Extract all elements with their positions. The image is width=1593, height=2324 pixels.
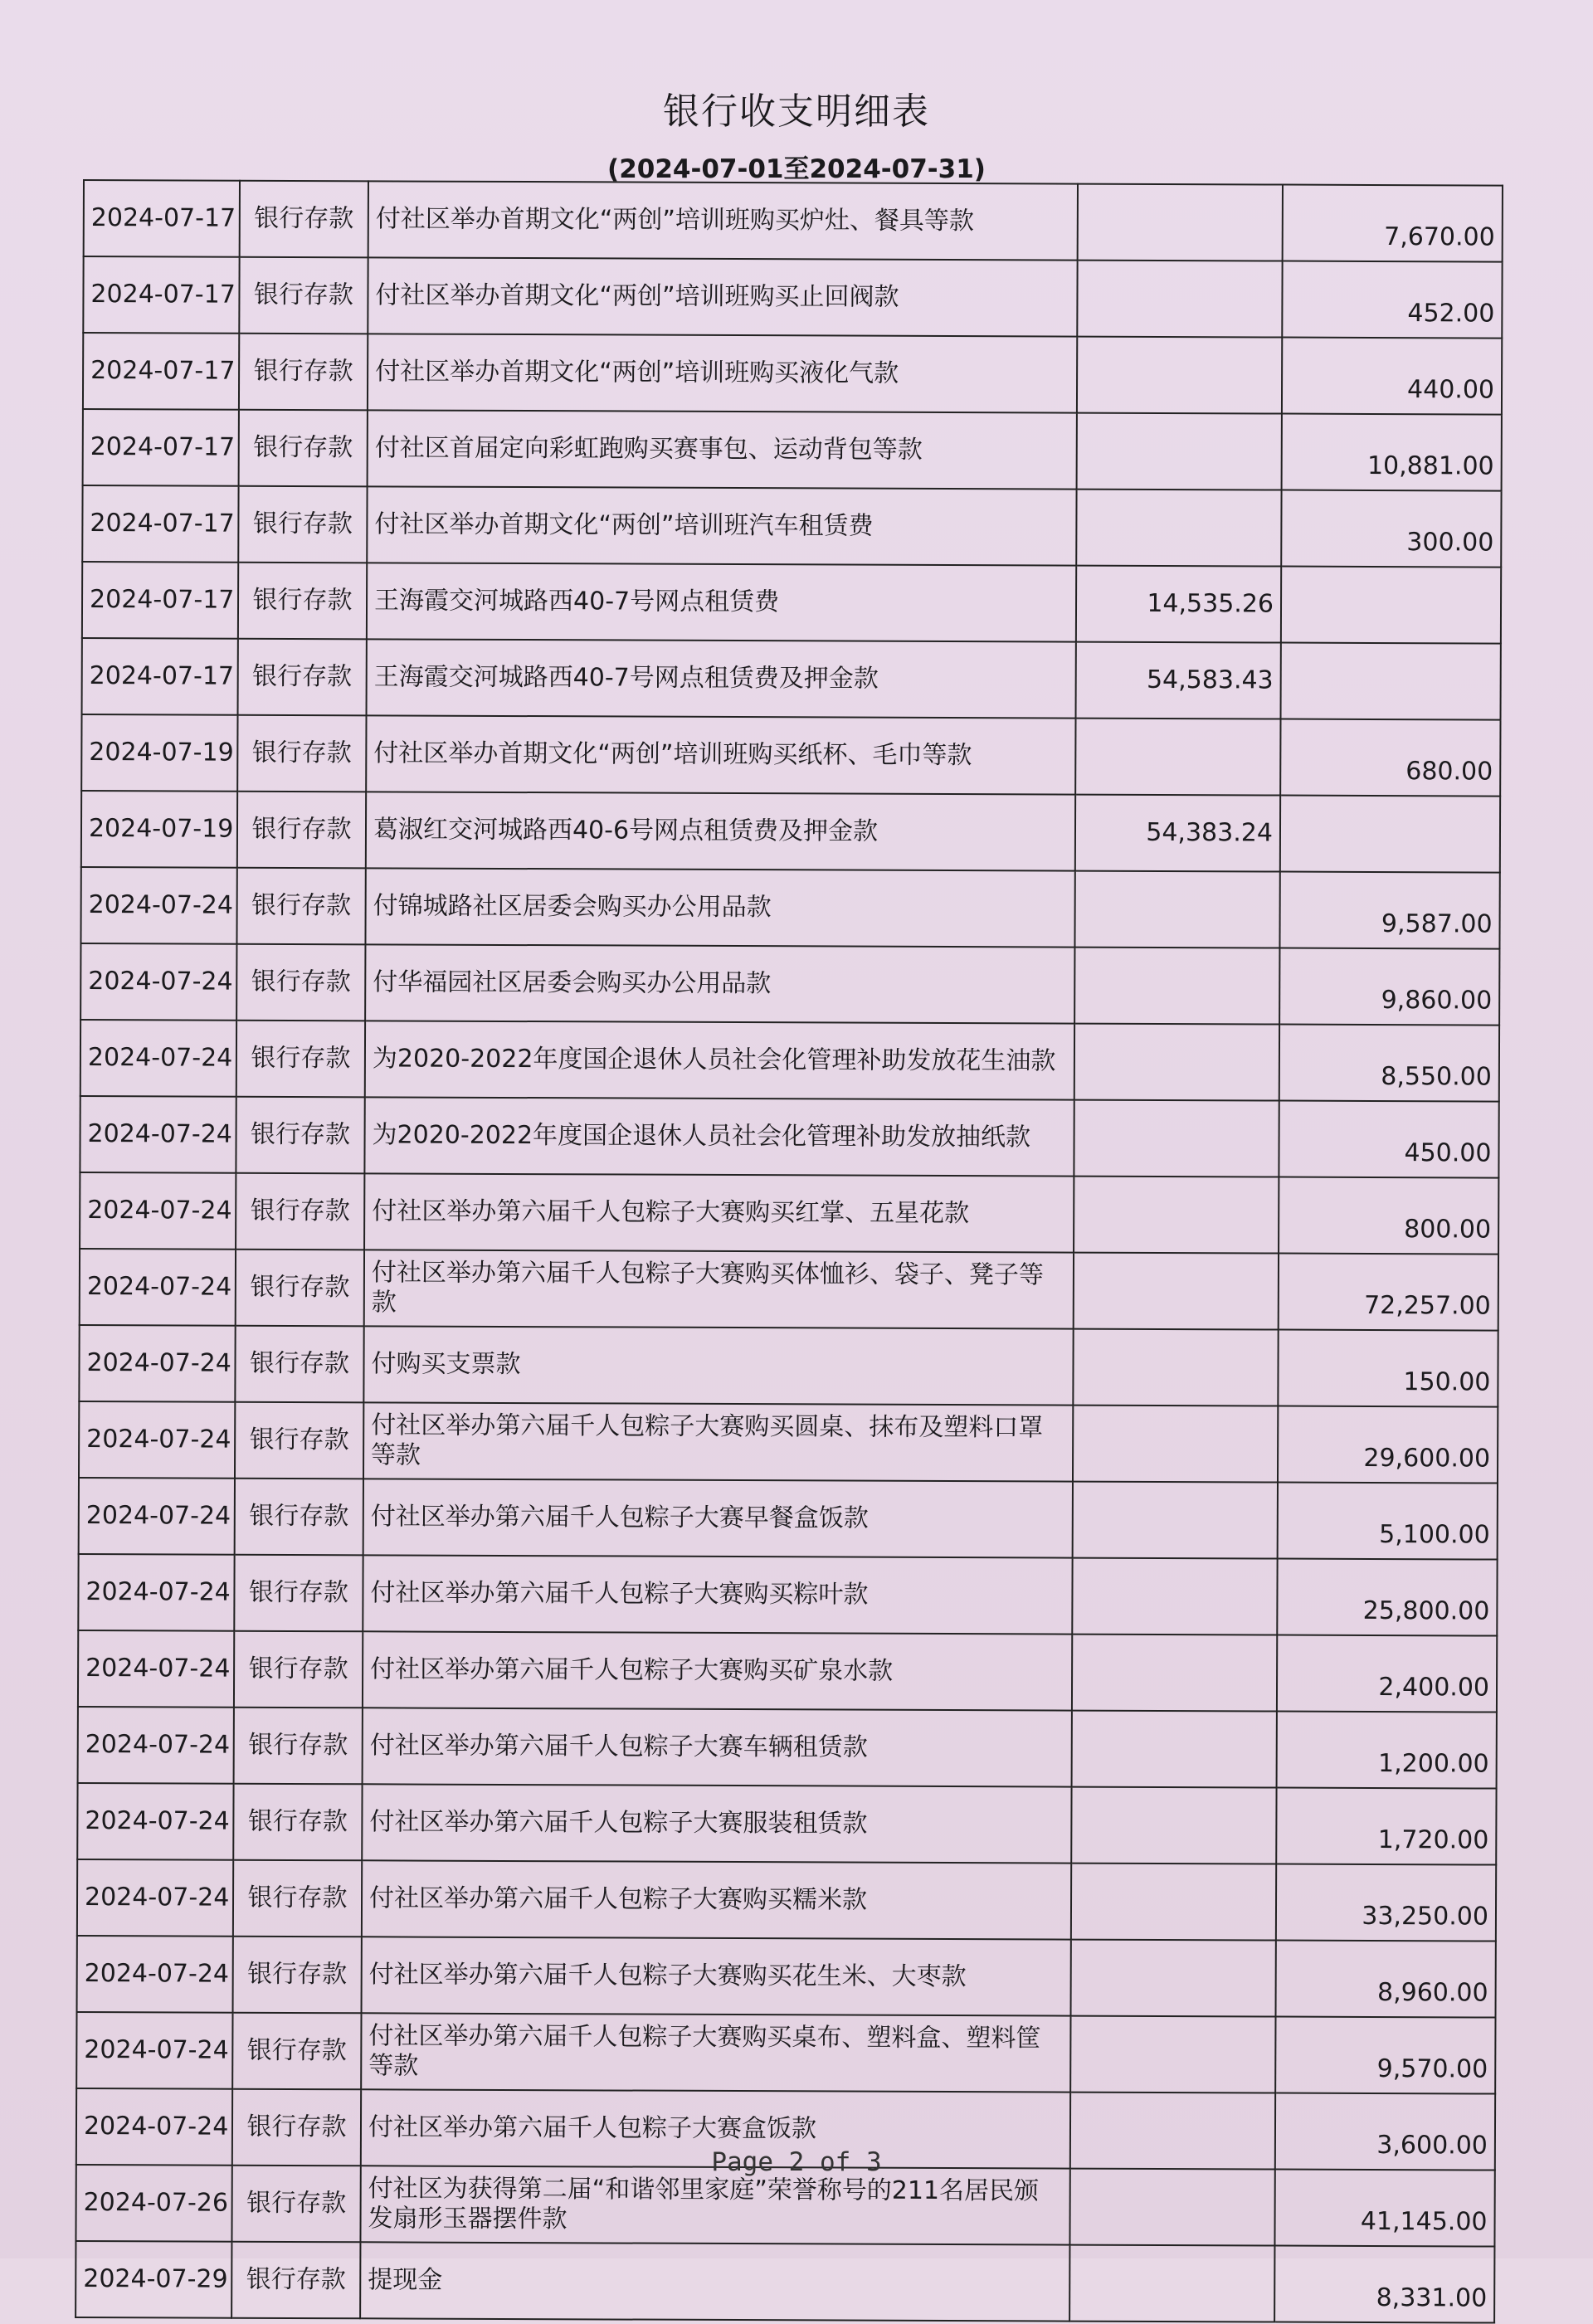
income-cell: [1073, 1482, 1278, 1559]
expense-cell: 150.00: [1278, 1330, 1498, 1407]
description-cell: 付社区举办第六届千人包粽子大赛购买体恤衫、袋子、凳子等款: [364, 1250, 1074, 1328]
income-cell: [1071, 1864, 1276, 1941]
description-cell: 葛淑红交河城路西40-6号网点租赁费及押金款: [366, 792, 1075, 870]
description-cell: 付社区举办首期文化“两创”培训班购买炉灶、餐具等款: [368, 181, 1078, 260]
table-row: [80, 1249, 1498, 1331]
description-cell: 付社区举办第六届千人包粽子大赛购买糯米款: [362, 1860, 1071, 1939]
description-cell: 付社区举办首期文化“两创”培训班汽车租赁费: [367, 486, 1076, 565]
expense-cell: 800.00: [1279, 1177, 1498, 1255]
date-cell: 2024-07-24: [78, 1554, 234, 1631]
table-row: [82, 485, 1501, 568]
description-cell: 付社区举办第六届千人包粽子大赛购买桌布、塑料盒、塑料筐等款: [361, 2013, 1070, 2092]
date-cell: 2024-07-24: [80, 943, 236, 1021]
description-cell: 付社区首届定向彩虹跑购买赛事包、运动背包等款: [368, 410, 1077, 489]
income-cell: [1074, 1100, 1279, 1177]
income-cell: [1074, 1024, 1279, 1101]
account-cell: 银行存款: [231, 2166, 360, 2243]
date-cell: 2024-07-24: [77, 1936, 233, 2013]
table-row: [78, 1554, 1497, 1636]
income-cell: [1077, 413, 1282, 490]
expense-cell: 1,200.00: [1277, 1712, 1497, 1789]
date-cell: 2024-07-17: [82, 638, 238, 715]
table-row: [81, 714, 1500, 797]
income-cell: [1074, 1253, 1279, 1330]
income-cell: [1072, 1635, 1277, 1712]
account-cell: 银行存款: [239, 410, 368, 487]
description-cell: 付社区举办首期文化“两创”培训班购买纸杯、毛巾等款: [366, 715, 1075, 794]
date-cell: 2024-07-17: [82, 562, 238, 639]
description-cell: 提现金: [360, 2242, 1069, 2321]
income-cell: [1071, 1787, 1276, 1864]
expense-cell: 300.00: [1281, 490, 1501, 568]
account-cell: 银行存款: [240, 181, 368, 258]
date-cell: 2024-07-24: [78, 1707, 234, 1784]
table-row: [80, 1020, 1499, 1102]
description-cell: 付社区举办第六届千人包粽子大赛购买红掌、五星花款: [364, 1173, 1074, 1252]
account-cell: 银行存款: [234, 1631, 363, 1708]
income-cell: [1072, 1711, 1277, 1788]
description-cell: 为2020-2022年度国企退休人员社会化管理补助发放抽纸款: [364, 1097, 1074, 1176]
table-row: [76, 2012, 1495, 2094]
table-row: [77, 1783, 1496, 1865]
income-cell: [1073, 1406, 1278, 1483]
table-row: [81, 791, 1500, 873]
description-cell: 付华福园社区居委会购买办公用品款: [365, 944, 1074, 1023]
income-cell: 54,583.43: [1076, 642, 1281, 719]
document-title: 银行收支明细表: [663, 90, 930, 133]
table-row: [80, 1096, 1498, 1178]
account-cell: 银行存款: [235, 1479, 363, 1556]
table-row: [79, 1325, 1498, 1407]
expense-cell: 452.00: [1282, 261, 1502, 339]
description-cell: 付社区举办第六届千人包粽子大赛购买圆桌、抹布及塑料口罩等款: [363, 1402, 1073, 1481]
income-cell: 54,383.24: [1075, 795, 1280, 872]
income-cell: [1077, 261, 1282, 338]
description-cell: 付社区举办第六届千人包粽子大赛购买粽叶款: [363, 1555, 1072, 1634]
expense-cell: 33,250.00: [1276, 1864, 1496, 1942]
date-cell: 2024-07-24: [80, 867, 236, 944]
account-cell: 银行存款: [236, 944, 365, 1021]
date-cell: 2024-07-24: [80, 1096, 236, 1173]
page-number: Page 2 of 3: [711, 2147, 882, 2177]
expense-cell: [1281, 567, 1501, 644]
account-cell: 银行存款: [236, 1021, 365, 1098]
expense-cell: 2,400.00: [1277, 1635, 1497, 1713]
date-cell: 2024-07-24: [76, 2012, 232, 2089]
description-cell: 付社区举办首期文化“两创”培训班购买液化气款: [368, 334, 1077, 412]
description-cell: 付购买支票款: [363, 1326, 1073, 1405]
date-cell: 2024-07-24: [80, 1020, 236, 1097]
table-row: [78, 1630, 1497, 1713]
table-row: [78, 1707, 1497, 1789]
expense-cell: 9,570.00: [1275, 2017, 1495, 2094]
table-row: [80, 867, 1499, 949]
account-cell: 银行存款: [233, 1784, 362, 1861]
income-cell: [1075, 719, 1280, 796]
description-cell: 付社区举办第六届千人包粽子大赛服装租赁款: [362, 1784, 1071, 1863]
description-cell: 付锦城路社区居委会购买办公用品款: [365, 868, 1074, 947]
date-cell: 2024-07-24: [80, 1249, 236, 1326]
description-cell: 付社区举办第六届千人包粽子大赛早餐盒饭款: [363, 1479, 1073, 1557]
expense-cell: 440.00: [1282, 338, 1502, 415]
description-cell: 付社区举办第六届千人包粽子大赛车辆租赁款: [363, 1708, 1072, 1786]
date-cell: 2024-07-17: [82, 485, 238, 563]
date-cell: 2024-07-24: [79, 1478, 235, 1555]
date-cell: 2024-07-24: [79, 1325, 235, 1402]
income-cell: [1074, 871, 1279, 948]
expense-cell: 7,670.00: [1283, 185, 1503, 262]
table-row: [83, 333, 1502, 415]
income-cell: [1069, 2245, 1274, 2322]
expense-cell: 8,960.00: [1276, 1941, 1496, 2018]
income-cell: [1073, 1329, 1278, 1406]
expense-cell: 72,257.00: [1279, 1254, 1498, 1331]
expense-cell: 1,720.00: [1276, 1788, 1496, 1865]
date-cell: 2024-07-19: [81, 714, 237, 792]
account-cell: 银行存款: [231, 2242, 360, 2319]
date-cell: 2024-07-24: [77, 1783, 233, 1860]
date-cell: 2024-07-19: [81, 791, 237, 868]
expense-cell: 5,100.00: [1278, 1483, 1498, 1560]
account-cell: 银行存款: [234, 1555, 363, 1632]
table-row: [83, 256, 1502, 339]
expense-cell: [1280, 796, 1500, 873]
account-cell: 银行存款: [234, 1708, 363, 1785]
description-cell: 王海霞交河城路西40-7号网点租赁费及押金款: [367, 639, 1076, 718]
expense-cell: 25,800.00: [1277, 1559, 1497, 1636]
income-cell: [1074, 1177, 1279, 1254]
account-cell: 银行存款: [232, 2013, 361, 2090]
expense-cell: 29,600.00: [1278, 1406, 1498, 1484]
description-cell: 为2020-2022年度国企退休人员社会化管理补助发放花生油款: [365, 1021, 1074, 1099]
account-cell: 银行存款: [239, 257, 368, 334]
document-period: (2024-07-01至2024-07-31): [607, 154, 986, 184]
date-cell: 2024-07-17: [83, 256, 239, 334]
income-cell: 14,535.26: [1076, 566, 1281, 643]
table-row: [77, 1936, 1496, 2018]
date-cell: 2024-07-24: [77, 1859, 233, 1937]
description-cell: 付社区举办首期文化“两创”培训班购买止回阀款: [368, 257, 1077, 336]
date-cell: 2024-07-24: [78, 1630, 234, 1708]
income-cell: [1077, 337, 1282, 414]
date-cell: 2024-07-24: [80, 1172, 236, 1250]
table-row: [76, 2241, 1494, 2323]
description-cell: 王海霞交河城路西40-7号网点租赁费: [367, 563, 1076, 641]
table-row: [83, 409, 1502, 491]
description-cell: 付社区为获得第二届“和谐邻里家庭”荣誉称号的211名居民颁发扇形玉器摆件款: [360, 2166, 1069, 2244]
expense-cell: 680.00: [1280, 719, 1500, 797]
account-cell: 银行存款: [237, 715, 366, 792]
expense-cell: 8,331.00: [1274, 2246, 1494, 2323]
ledger-body: [76, 180, 1503, 2323]
account-cell: 银行存款: [232, 2089, 361, 2166]
account-cell: 银行存款: [236, 1173, 364, 1250]
account-cell: 银行存款: [237, 792, 366, 869]
income-cell: [1071, 1940, 1276, 2017]
date-cell: 2024-07-29: [76, 2241, 231, 2318]
account-cell: 银行存款: [236, 1250, 364, 1327]
description-cell: 付社区举办第六届千人包粽子大赛盒饭款: [361, 2089, 1070, 2168]
account-cell: 银行存款: [238, 639, 367, 716]
income-cell: [1069, 2169, 1274, 2246]
income-cell: [1070, 2016, 1275, 2093]
expense-cell: 9,587.00: [1279, 872, 1499, 949]
description-cell: 付社区举办第六届千人包粽子大赛购买矿泉水款: [363, 1631, 1072, 1710]
date-cell: 2024-07-24: [79, 1401, 235, 1479]
account-cell: 银行存款: [233, 1937, 362, 2014]
date-cell: 2024-07-26: [76, 2165, 231, 2242]
date-cell: 2024-07-24: [76, 2088, 232, 2166]
date-cell: 2024-07-17: [84, 180, 240, 257]
account-cell: 银行存款: [239, 334, 368, 411]
account-cell: 银行存款: [236, 868, 365, 945]
income-cell: [1078, 184, 1283, 261]
income-cell: [1076, 490, 1281, 567]
expense-cell: 8,550.00: [1279, 1025, 1499, 1102]
expense-cell: [1281, 643, 1501, 720]
table-row: [82, 562, 1501, 644]
date-cell: 2024-07-17: [83, 333, 239, 410]
expense-cell: 41,145.00: [1274, 2170, 1494, 2247]
table-row: [77, 1859, 1496, 1942]
account-cell: 银行存款: [235, 1326, 363, 1403]
account-cell: 银行存款: [236, 1097, 364, 1174]
income-cell: [1072, 1558, 1277, 1635]
account-cell: 银行存款: [238, 486, 367, 563]
expense-cell: 3,600.00: [1275, 2093, 1495, 2171]
income-cell: [1074, 948, 1279, 1025]
date-cell: 2024-07-17: [83, 409, 239, 486]
expense-cell: 10,881.00: [1282, 414, 1502, 491]
expense-cell: 9,860.00: [1279, 948, 1499, 1026]
account-cell: 银行存款: [233, 1860, 362, 1937]
table-row: [80, 943, 1499, 1026]
table-row: [79, 1478, 1498, 1560]
table-row: [79, 1401, 1498, 1484]
account-cell: 银行存款: [235, 1402, 363, 1479]
ledger-table: [75, 179, 1503, 2324]
description-cell: 付社区举办第六届千人包粽子大赛购买花生米、大枣款: [362, 1937, 1071, 2015]
table-row: [82, 638, 1501, 720]
table-row: [84, 180, 1503, 262]
account-cell: 银行存款: [238, 563, 367, 640]
expense-cell: 450.00: [1279, 1101, 1498, 1178]
table-row: [80, 1172, 1498, 1255]
